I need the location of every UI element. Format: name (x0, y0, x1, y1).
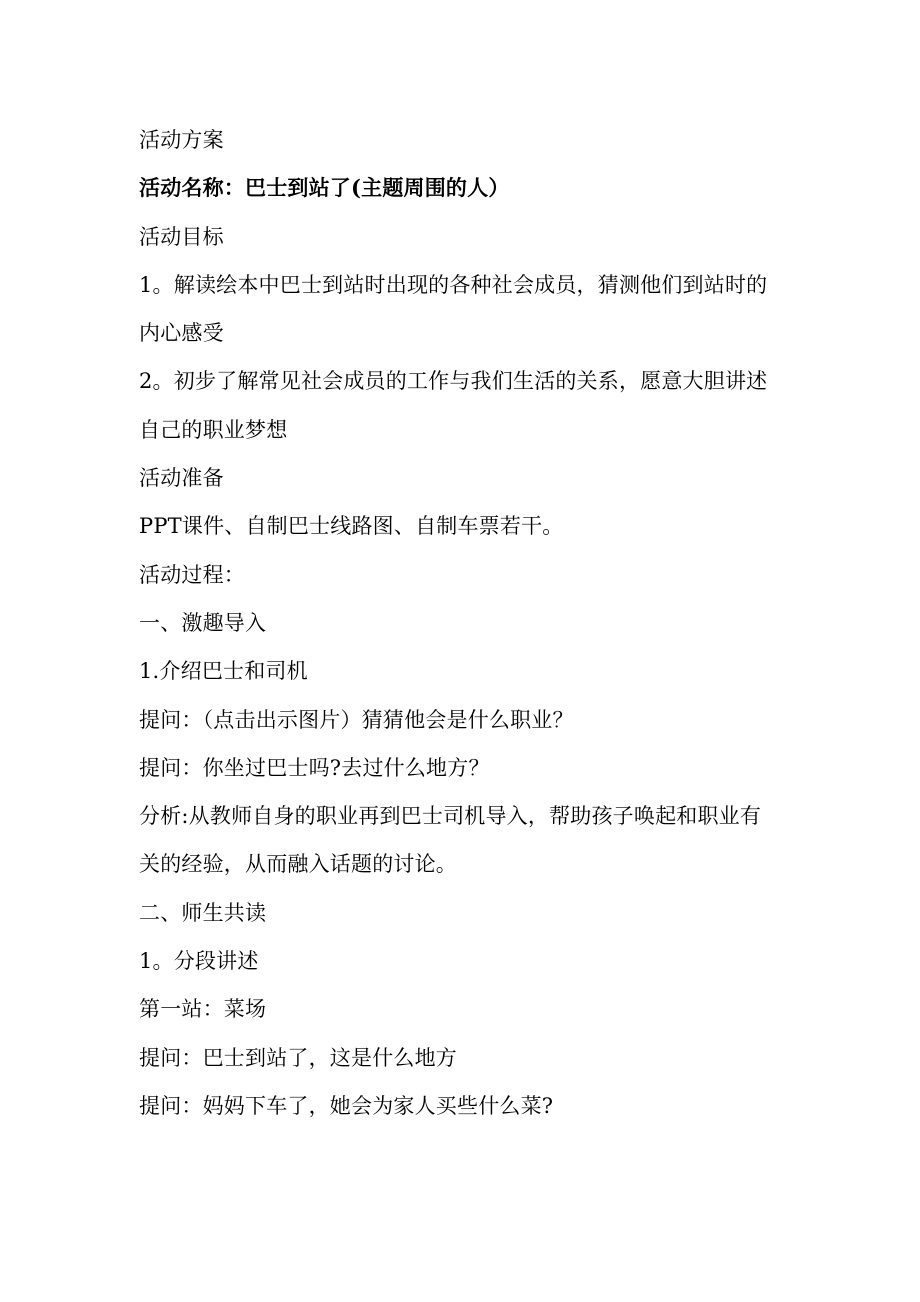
step-heading-2: 二、师生共读 (139, 900, 267, 925)
analysis-line-2: 关的经验，从而融入话题的讨论。 (139, 852, 457, 877)
step-2-item: 1。分段讲述 (139, 949, 259, 974)
question-line: 提问：（点击出示图片）猜猜他会是什么职业？ (139, 707, 574, 732)
activity-title: 活动名称：巴士到站了(主题周围的人） (139, 175, 510, 201)
step-heading-1: 一、激趣导入 (139, 610, 267, 635)
section-heading-process: 活动过程： (139, 562, 245, 587)
analysis-line-1: 分析:从教师自身的职业再到巴士司机导入，帮助孩子唤起和职业有 (139, 804, 762, 829)
stop-heading: 第一站：菜场 (139, 997, 267, 1022)
question-line: 提问：你坐过巴士吗?去过什么地方？ (139, 755, 490, 780)
goal-2-line-2: 自己的职业梦想 (139, 417, 288, 442)
preparation-text: PPT课件、自制巴士线路图、自制车票若干。 (139, 514, 564, 539)
goal-1-line-1: 1。解读绘本中巴士到站时出现的各种社会成员，猜测他们到站时的 (139, 272, 768, 297)
goal-2-line-1: 2。初步了解常见社会成员的工作与我们生活的关系，愿意大胆讲述 (139, 369, 768, 394)
section-heading-preparation: 活动准备 (139, 466, 224, 491)
goal-1-line-2: 内心感受 (139, 321, 224, 346)
question-line: 提问：巴士到站了，这是什么地方 (139, 1045, 457, 1070)
step-1-item: 1.介绍巴士和司机 (139, 659, 308, 684)
question-line: 提问：妈妈下车了，她会为家人买些什么菜? (139, 1093, 554, 1118)
document-body (139, 116, 799, 1130)
section-heading-goals: 活动目标 (139, 224, 224, 249)
doc-heading: 活动方案 (139, 128, 224, 152)
